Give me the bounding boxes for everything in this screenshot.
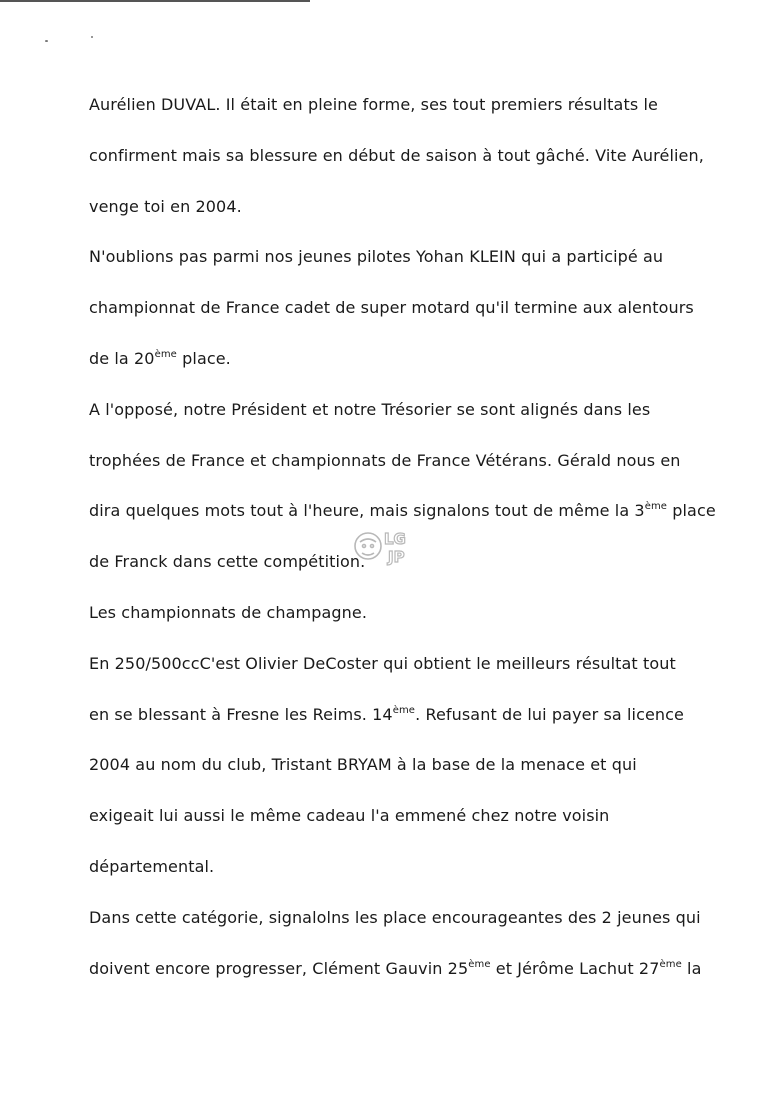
- superscript: ème: [154, 348, 177, 360]
- superscript: ème: [392, 704, 416, 716]
- text-line: doivent encore progresser, Clément Gauvin 25ème et Jérôme Lachut 27ème la: [89, 958, 702, 978]
- text-line: trophées de France et championnats de France Vétérans. Gérald nous en: [89, 450, 681, 470]
- text-line: dira quelques mots tout à l'heure, mais signalons tout de même la 3ème place: [89, 501, 716, 521]
- text-line: A l'opposé, notre Président et notre Trésorier se sont alignés dans les: [89, 399, 651, 419]
- superscript: ème: [659, 958, 682, 970]
- text-line: venge toi en 2004.: [89, 196, 242, 216]
- text-line: Aurélien DUVAL. Il était en pleine forme, ses tout premiers résultats le: [89, 95, 658, 114]
- watermark-stamp: [350, 524, 422, 572]
- text-line: exigeait lui aussi le même cadeau l'a emmené chez notre voisin: [89, 806, 610, 826]
- stamp-text-top: LG: [384, 530, 406, 548]
- text-line: départemental.: [89, 856, 215, 876]
- text-line: de Franck dans cette compétition.: [89, 552, 366, 572]
- text-line: Dans cette catégorie, signalolns les place encourageantes des 2 jeunes qui: [89, 907, 701, 927]
- text-line: en se blessant à Fresne les Reims. 14ème. Refusant de lui payer sa licence: [89, 704, 684, 724]
- stamp-text-bottom: JP: [388, 548, 405, 566]
- text-line: 2004 au nom du club, Tristant BRYAM à la base de la menace et qui: [89, 755, 637, 775]
- text-line: En 250/500ccC'est Olivier DeCoster qui obtient le meilleurs résultat tout: [89, 653, 676, 673]
- text-line: de la 20ème place.: [89, 348, 231, 368]
- text-line: N'oublions pas parmi nos jeunes pilotes Yohan KLEIN qui a participé au: [89, 247, 664, 267]
- text-line: confirment mais sa blessure en début de saison à tout gâché. Vite Aurélien,: [89, 145, 704, 165]
- text-line: Les championnats de champagne.: [89, 602, 367, 622]
- top-edge-rule: [0, 0, 310, 2]
- text-line: championnat de France cadet de super motard qu'il termine aux alentours: [89, 298, 694, 318]
- scan-speck: [45, 40, 48, 42]
- face-sketch-icon: [355, 533, 381, 559]
- superscript: ème: [468, 958, 491, 970]
- scan-speck: [91, 36, 93, 38]
- superscript: ème: [644, 501, 668, 513]
